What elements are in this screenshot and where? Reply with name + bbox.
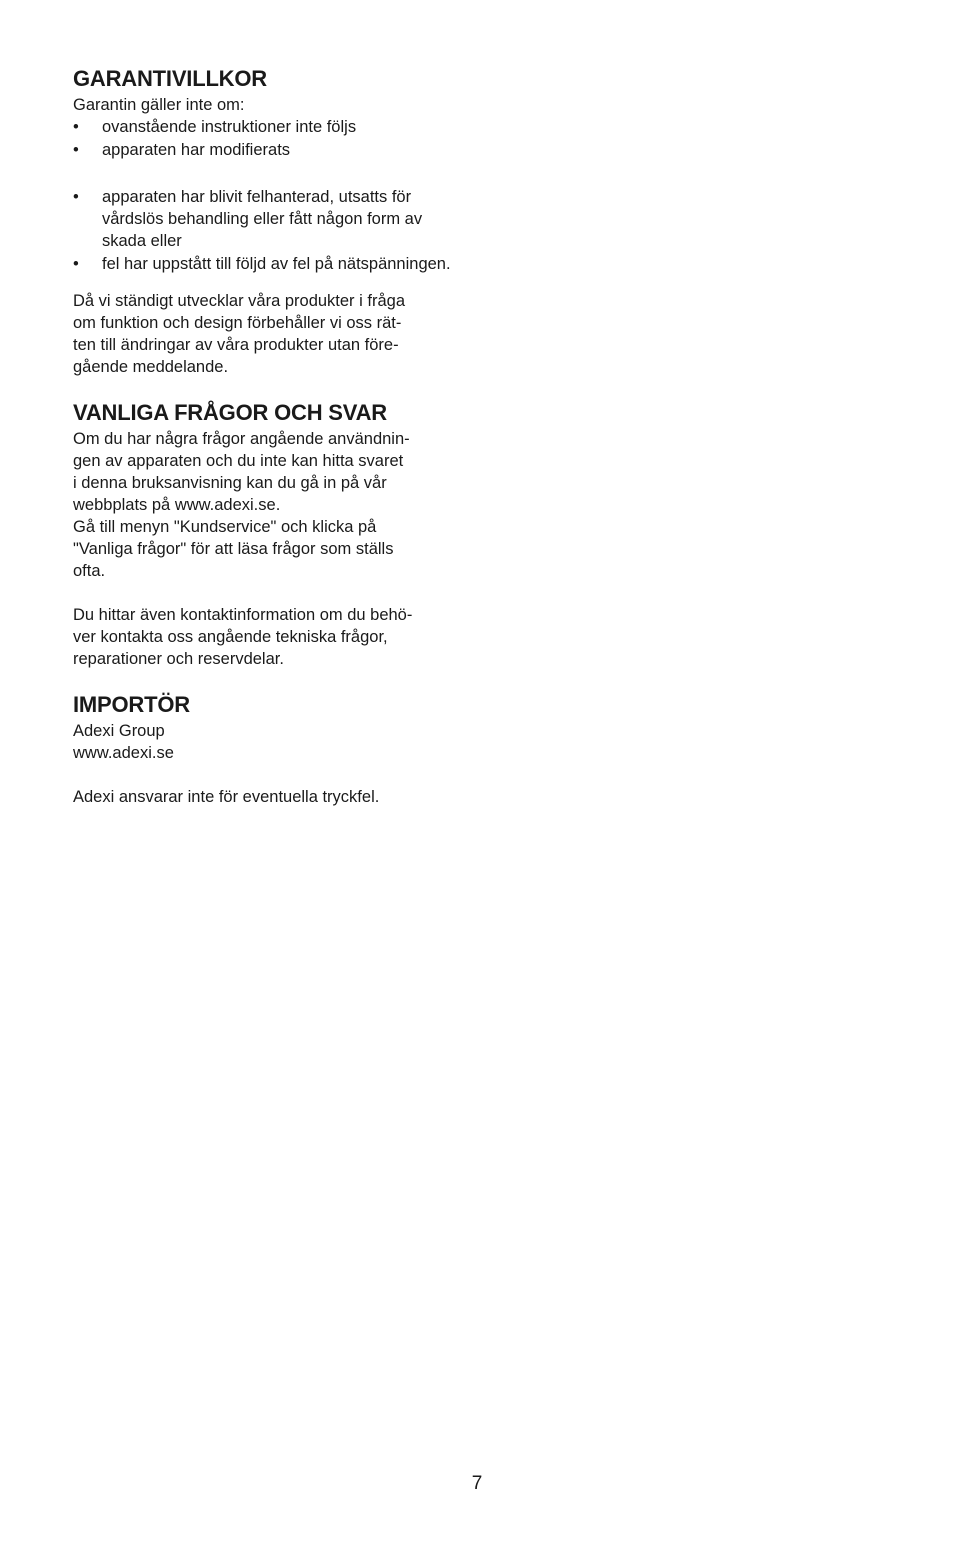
text-line: gen av apparaten och du inte kan hitta svaret (73, 452, 404, 470)
spacer (73, 764, 468, 786)
importer-heading: IMPORTÖR (73, 692, 190, 717)
warranty-bullet-item (73, 253, 468, 275)
importer-website: www.adexi.se (73, 744, 174, 762)
warranty-bullet-item (73, 186, 468, 252)
text-line: gående meddelande. (73, 358, 229, 376)
warranty-bullets-group2 (73, 186, 468, 275)
importer-company: Adexi Group (73, 722, 165, 740)
bullet-icon: • (73, 118, 79, 136)
warranty-section (73, 66, 468, 378)
document-column (73, 66, 468, 808)
text-line: Om du har några frågor angående användnin- (73, 430, 410, 448)
warranty-bullets-group1 (73, 116, 468, 161)
importer-section (73, 692, 468, 808)
text-line: Du hittar även kontaktinformation om du behö- (73, 606, 413, 624)
bullet-icon: • (73, 188, 79, 206)
text-line: Då vi ständigt utvecklar våra produkter i fråga (73, 292, 405, 310)
text-line: i denna bruksanvisning kan du gå in på vår (73, 474, 387, 492)
text-line: ofta. (73, 562, 106, 580)
spacer (73, 162, 468, 186)
text-line: om funktion och design förbehåller vi oss rät- (73, 314, 402, 332)
faq-paragraph-2 (73, 604, 468, 670)
bullet-text: apparaten har modifierats (102, 141, 291, 159)
bullet-text: ovanstående instruktioner inte följs (102, 118, 357, 136)
faq-paragraph-1 (73, 428, 468, 582)
warranty-bullet-item (73, 139, 468, 161)
bullet-icon: • (73, 255, 79, 273)
warranty-paragraph (73, 290, 468, 378)
faq-section (73, 400, 468, 670)
bullet-icon: • (73, 141, 79, 159)
page-number: 7 (471, 1473, 483, 1494)
text-line: webbplats på www.adexi.se. (73, 496, 281, 514)
text-line: "Vanliga frågor" för att läsa frågor som ställs (73, 540, 394, 558)
warranty-heading: GARANTIVILLKOR (73, 66, 267, 91)
spacer (73, 582, 468, 604)
bullet-text: apparaten har blivit felhanterad, utsatts för vårdslös behandling eller fått någon form av skada eller (102, 188, 423, 250)
text-line: ten till ändringar av våra produkter utan före- (73, 336, 399, 354)
text-line: Gå till menyn "Kundservice" och klicka på (73, 518, 377, 536)
bullet-text: fel har uppstått till följd av fel på nätspänningen. (102, 255, 451, 273)
text-line: reparationer och reservdelar. (73, 650, 284, 668)
faq-heading: VANLIGA FRÅGOR OCH SVAR (73, 400, 387, 425)
warranty-bullet-item (73, 116, 468, 138)
importer-disclaimer: Adexi ansvarar inte för eventuella tryckfel. (73, 788, 380, 806)
spacer (73, 276, 468, 290)
text-line: ver kontakta oss angående tekniska frågor, (73, 628, 388, 646)
warranty-intro: Garantin gäller inte om: (73, 96, 245, 114)
